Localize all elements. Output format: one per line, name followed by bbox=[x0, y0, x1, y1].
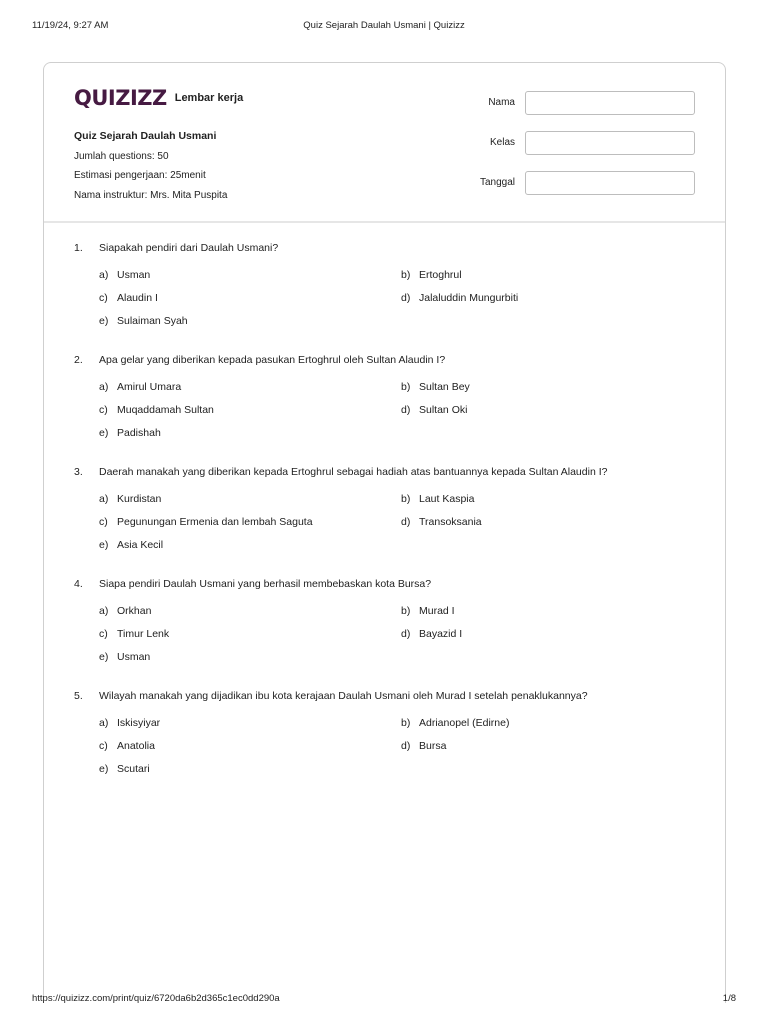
question-text: Wilayah manakah yang dijadikan ibu kota kerajaan Daulah Usmani oleh Murad I setelah penaklukannya? bbox=[99, 690, 588, 702]
option-letter: a) bbox=[99, 605, 109, 617]
option-text: Muqaddamah Sultan bbox=[117, 404, 214, 416]
option-letter: d) bbox=[401, 516, 411, 528]
option-text: Amirul Umara bbox=[117, 381, 182, 393]
option-letter: c) bbox=[99, 404, 108, 416]
option-text: Sultan Bey bbox=[419, 381, 470, 393]
option-letter: b) bbox=[401, 717, 411, 729]
question-text: Apa gelar yang diberikan kepada pasukan Ertoghrul oleh Sultan Alaudin I? bbox=[99, 354, 446, 366]
option-letter: e) bbox=[99, 763, 109, 775]
option-item bbox=[99, 426, 401, 440]
question-item bbox=[74, 353, 705, 440]
page-number: 1/8 bbox=[722, 993, 736, 1004]
question-number: 2. bbox=[74, 354, 83, 366]
option-letter: b) bbox=[401, 269, 411, 281]
option-letter: a) bbox=[99, 381, 109, 393]
option-item bbox=[99, 716, 401, 730]
option-text: Sultan Oki bbox=[419, 404, 468, 416]
option-letter: a) bbox=[99, 717, 109, 729]
option-text: Scutari bbox=[117, 763, 150, 775]
worksheet-header bbox=[44, 63, 725, 223]
question-line bbox=[74, 689, 705, 703]
option-letter: d) bbox=[401, 292, 411, 304]
option-letter: e) bbox=[99, 651, 109, 663]
option-item bbox=[401, 291, 701, 305]
student-fields bbox=[465, 91, 695, 211]
option-letter: e) bbox=[99, 315, 109, 327]
tanggal-field[interactable] bbox=[525, 171, 695, 195]
option-list bbox=[99, 268, 705, 328]
instructor-name: Nama instruktur: Mrs. Mita Puspita bbox=[74, 189, 228, 201]
question-item bbox=[74, 577, 705, 664]
option-list bbox=[99, 380, 705, 440]
option-item bbox=[99, 762, 401, 776]
question-count: Jumlah questions: 50 bbox=[74, 150, 169, 162]
question-list bbox=[74, 241, 705, 801]
quiz-meta bbox=[74, 127, 227, 205]
option-text: Usman bbox=[117, 651, 151, 663]
print-footer bbox=[32, 993, 736, 1007]
option-text: Ertoghrul bbox=[419, 269, 462, 281]
option-item bbox=[99, 314, 401, 328]
option-text: Pegunungan Ermenia dan lembah Saguta bbox=[117, 516, 313, 528]
option-text: Adrianopel (Edirne) bbox=[419, 717, 510, 729]
option-text: Asia Kecil bbox=[117, 539, 164, 551]
field-row-nama bbox=[465, 91, 695, 115]
option-item bbox=[401, 403, 701, 417]
option-letter: c) bbox=[99, 516, 108, 528]
option-text: Usman bbox=[117, 269, 151, 281]
option-letter: a) bbox=[99, 269, 109, 281]
option-list bbox=[99, 716, 705, 776]
option-item bbox=[99, 538, 401, 552]
option-letter: b) bbox=[401, 605, 411, 617]
option-text: Timur Lenk bbox=[117, 628, 170, 640]
brand-row bbox=[74, 85, 243, 111]
question-line bbox=[74, 241, 705, 255]
option-letter: c) bbox=[99, 740, 108, 752]
print-header bbox=[32, 20, 736, 34]
nama-field[interactable] bbox=[525, 91, 695, 115]
print-url[interactable]: https://quizizz.com/print/quiz/6720da6b2d365c1ec0dd290a bbox=[32, 993, 280, 1004]
option-item bbox=[99, 627, 401, 641]
question-item bbox=[74, 465, 705, 552]
option-text: Alaudin I bbox=[117, 292, 158, 304]
question-number: 5. bbox=[74, 690, 83, 702]
option-text: Padishah bbox=[117, 427, 161, 439]
option-item bbox=[99, 291, 401, 305]
option-item bbox=[99, 515, 401, 529]
worksheet-label: Lembar kerja bbox=[174, 92, 244, 104]
logo-wordmark: QUIZIZZ bbox=[74, 86, 167, 110]
option-text: Bursa bbox=[419, 740, 447, 752]
option-letter: c) bbox=[99, 628, 108, 640]
option-item bbox=[401, 380, 701, 394]
question-line bbox=[74, 465, 705, 479]
option-item bbox=[99, 380, 401, 394]
option-item bbox=[99, 650, 401, 664]
option-text: Laut Kaspia bbox=[419, 493, 475, 505]
estimated-time: Estimasi pengerjaan: 25menit bbox=[74, 170, 206, 181]
kelas-field[interactable] bbox=[525, 131, 695, 155]
question-line bbox=[74, 577, 705, 591]
option-item bbox=[401, 604, 701, 618]
option-text: Murad I bbox=[419, 605, 455, 617]
option-item bbox=[401, 268, 701, 282]
option-item bbox=[401, 492, 701, 506]
option-letter: d) bbox=[401, 628, 411, 640]
question-text: Daerah manakah yang diberikan kepada Ertoghrul sebagai hadiah atas bantuannya kepada Sultan Alaudin I? bbox=[99, 466, 608, 478]
option-letter: d) bbox=[401, 740, 411, 752]
quiz-title: Quiz Sejarah Daulah Usmani bbox=[74, 130, 217, 142]
option-item bbox=[99, 604, 401, 618]
field-label-kelas: Kelas bbox=[489, 137, 515, 148]
option-item bbox=[99, 739, 401, 753]
field-label-tanggal: Tanggal bbox=[479, 177, 515, 188]
worksheet bbox=[43, 62, 726, 1003]
option-text: Jalaluddin Mungurbiti bbox=[419, 292, 519, 304]
option-letter: c) bbox=[99, 292, 108, 304]
question-number: 4. bbox=[74, 578, 83, 590]
option-text: Kurdistan bbox=[117, 493, 162, 505]
print-page-title: Quiz Sejarah Daulah Usmani | Quizizz bbox=[303, 20, 465, 31]
question-item bbox=[74, 689, 705, 776]
option-item bbox=[99, 268, 401, 282]
option-letter: b) bbox=[401, 381, 411, 393]
option-item bbox=[401, 515, 701, 529]
option-text: Transoksania bbox=[419, 516, 482, 528]
option-letter: e) bbox=[99, 539, 109, 551]
option-letter: e) bbox=[99, 427, 109, 439]
question-number: 3. bbox=[74, 466, 83, 478]
print-timestamp: 11/19/24, 9:27 AM bbox=[32, 20, 109, 31]
option-letter: a) bbox=[99, 493, 109, 505]
option-letter: b) bbox=[401, 493, 411, 505]
field-row-kelas bbox=[465, 131, 695, 155]
question-line bbox=[74, 353, 705, 367]
question-text: Siapakah pendiri dari Daulah Usmani? bbox=[99, 242, 279, 254]
option-item bbox=[99, 403, 401, 417]
option-list bbox=[99, 492, 705, 552]
option-item bbox=[401, 627, 701, 641]
option-text: Orkhan bbox=[117, 605, 152, 617]
question-item bbox=[74, 241, 705, 328]
option-letter: d) bbox=[401, 404, 411, 416]
option-list bbox=[99, 604, 705, 664]
question-text: Siapa pendiri Daulah Usmani yang berhasil membebaskan kota Bursa? bbox=[99, 578, 432, 590]
option-item bbox=[401, 716, 701, 730]
question-number: 1. bbox=[74, 242, 83, 254]
option-item bbox=[99, 492, 401, 506]
option-text: Iskisyiyar bbox=[117, 717, 161, 729]
field-row-tanggal bbox=[465, 171, 695, 195]
option-text: Anatolia bbox=[117, 740, 155, 752]
option-text: Sulaiman Syah bbox=[117, 315, 188, 327]
option-item bbox=[401, 739, 701, 753]
option-text: Bayazid I bbox=[419, 628, 463, 640]
field-label-nama: Nama bbox=[488, 97, 515, 108]
quizizz-logo bbox=[74, 86, 167, 110]
